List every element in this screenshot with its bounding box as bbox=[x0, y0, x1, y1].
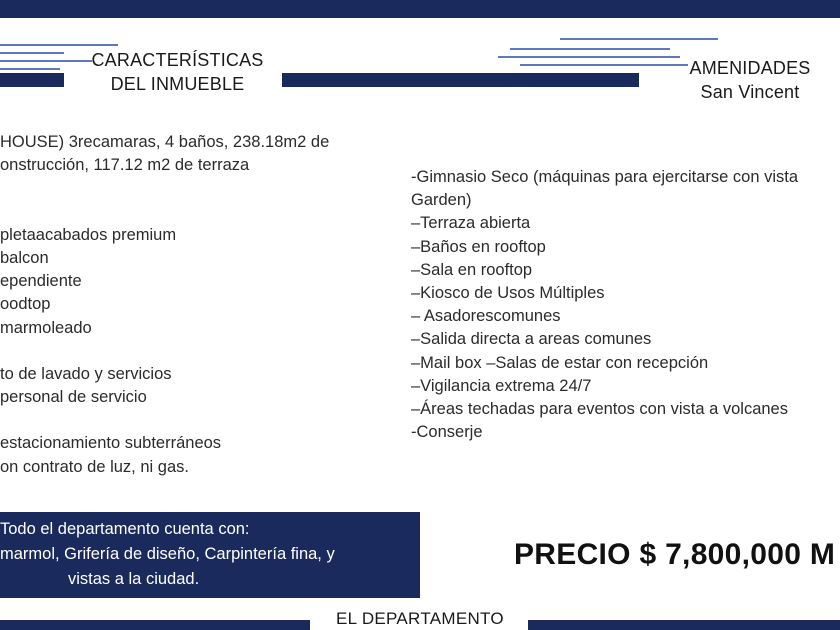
section-title-line: San Vincent bbox=[700, 82, 800, 102]
section-title-line: CARACTERÍSTICAS bbox=[91, 50, 264, 70]
highlight-line: vistas a la ciudad. bbox=[68, 570, 200, 588]
section-title-line: AMENIDADES bbox=[689, 58, 811, 78]
list-item: ependiente bbox=[0, 272, 82, 291]
list-item: –Salida directa a areas comunes bbox=[411, 330, 652, 349]
list-item: personal de servicio bbox=[0, 388, 147, 407]
list-item: –Sala en rooftop bbox=[411, 260, 533, 279]
features-list bbox=[0, 131, 329, 479]
decor-bar bbox=[0, 73, 64, 87]
list-item: to de lavado y servicios bbox=[0, 364, 172, 383]
list-item: –Áreas techadas para eventos con vista a volcanes bbox=[411, 399, 788, 418]
list-item: marmoleado bbox=[0, 318, 92, 337]
list-item: –Terraza abierta bbox=[411, 214, 531, 233]
list-item: –Vigilancia extrema 24/7 bbox=[411, 376, 592, 395]
decor-line bbox=[0, 52, 64, 54]
list-item: -Conserje bbox=[411, 423, 483, 442]
list-item: – Asadorescomunes bbox=[411, 307, 561, 326]
section-title-line: DEL INMUEBLE bbox=[110, 74, 245, 94]
list-item: –Mail box –Salas de estar con recepción bbox=[411, 353, 709, 372]
list-item: balcon bbox=[0, 248, 49, 267]
list-item: onstrucción, 117.12 m2 de terraza bbox=[0, 156, 250, 175]
decor-bar bbox=[282, 73, 639, 87]
decor-line bbox=[520, 64, 688, 66]
price-label: PRECIO $ 7,800,000 M bbox=[514, 538, 836, 571]
list-item: HOUSE) 3recamaras, 4 baños, 238.18m2 de bbox=[0, 133, 330, 151]
section-title-amenities bbox=[670, 56, 830, 104]
decor-bar bbox=[0, 620, 310, 630]
decor-line bbox=[0, 60, 92, 62]
list-item: -Gimnasio Seco (máquinas para ejercitarse con vista bbox=[411, 168, 799, 186]
decor-line bbox=[0, 44, 118, 46]
decor-line bbox=[510, 48, 670, 50]
list-item bbox=[0, 409, 329, 432]
amenities-list bbox=[411, 166, 798, 444]
highlight-line: marmol, Grifería de diseño, Carpintería fina, y bbox=[0, 545, 335, 563]
decor-line bbox=[0, 68, 60, 70]
footer-title: EL DEPARTAMENTO bbox=[336, 609, 504, 628]
list-item: pletaacabados premium bbox=[0, 225, 177, 244]
section-title-features bbox=[80, 48, 275, 96]
list-item bbox=[0, 340, 329, 363]
list-item bbox=[0, 177, 329, 200]
list-item: estacionamiento subterráneos bbox=[0, 434, 222, 453]
decor-line bbox=[498, 56, 680, 58]
list-item: –Baños en rooftop bbox=[411, 237, 546, 256]
list-item bbox=[0, 201, 329, 224]
top-banner bbox=[0, 0, 840, 18]
list-item: oodtop bbox=[0, 295, 51, 314]
finishes-highlight-box bbox=[0, 512, 420, 598]
decor-line bbox=[560, 38, 718, 40]
list-item: on contrato de luz, ni gas. bbox=[0, 457, 189, 476]
highlight-line: Todo el departamento cuenta con: bbox=[0, 520, 250, 538]
list-item: –Kiosco de Usos Múltiples bbox=[411, 283, 605, 302]
decor-bar bbox=[528, 620, 840, 630]
list-item: Garden) bbox=[411, 191, 472, 210]
